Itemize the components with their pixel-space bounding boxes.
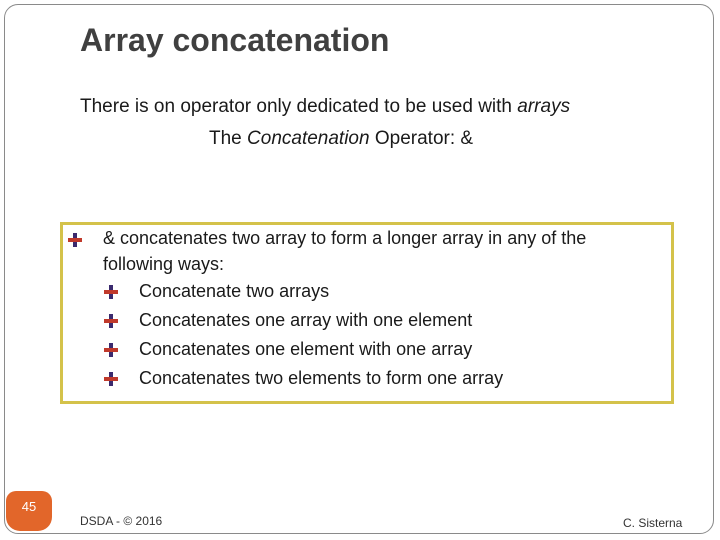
slide-title: Array concatenation [80,22,390,58]
operator-italic: Concatenation [247,128,370,149]
operator-line [209,128,473,150]
cross-bullet-icon [68,233,82,247]
cross-bullet-icon [104,372,118,386]
sub-bullet: Concatenates one array with one element [139,310,473,330]
footer-author: C. Sisterna [623,516,683,530]
footer-copyright: DSDA - © 2016 [80,514,163,528]
operator-prefix: The [209,128,248,149]
cross-bullet-icon [104,343,118,357]
sub-bullet: Concatenates two elements to form one array [139,368,504,388]
intro-text: There is on operator only dedicated to be used with [80,96,518,117]
sub-bullet: Concatenate two arrays [139,281,330,301]
cross-bullet-icon [104,285,118,299]
page-number-badge: 45 [6,491,52,531]
main-bullet-line2: following ways: [103,254,225,274]
intro-italic: arrays [517,96,571,117]
cross-bullet-icon [104,314,118,328]
main-bullet-line1: & concatenates two array to form a longer array in any of the [103,228,587,248]
intro-line [80,96,570,118]
operator-suffix: Operator: & [369,128,474,149]
sub-bullet: Concatenates one element with one array [139,339,473,359]
